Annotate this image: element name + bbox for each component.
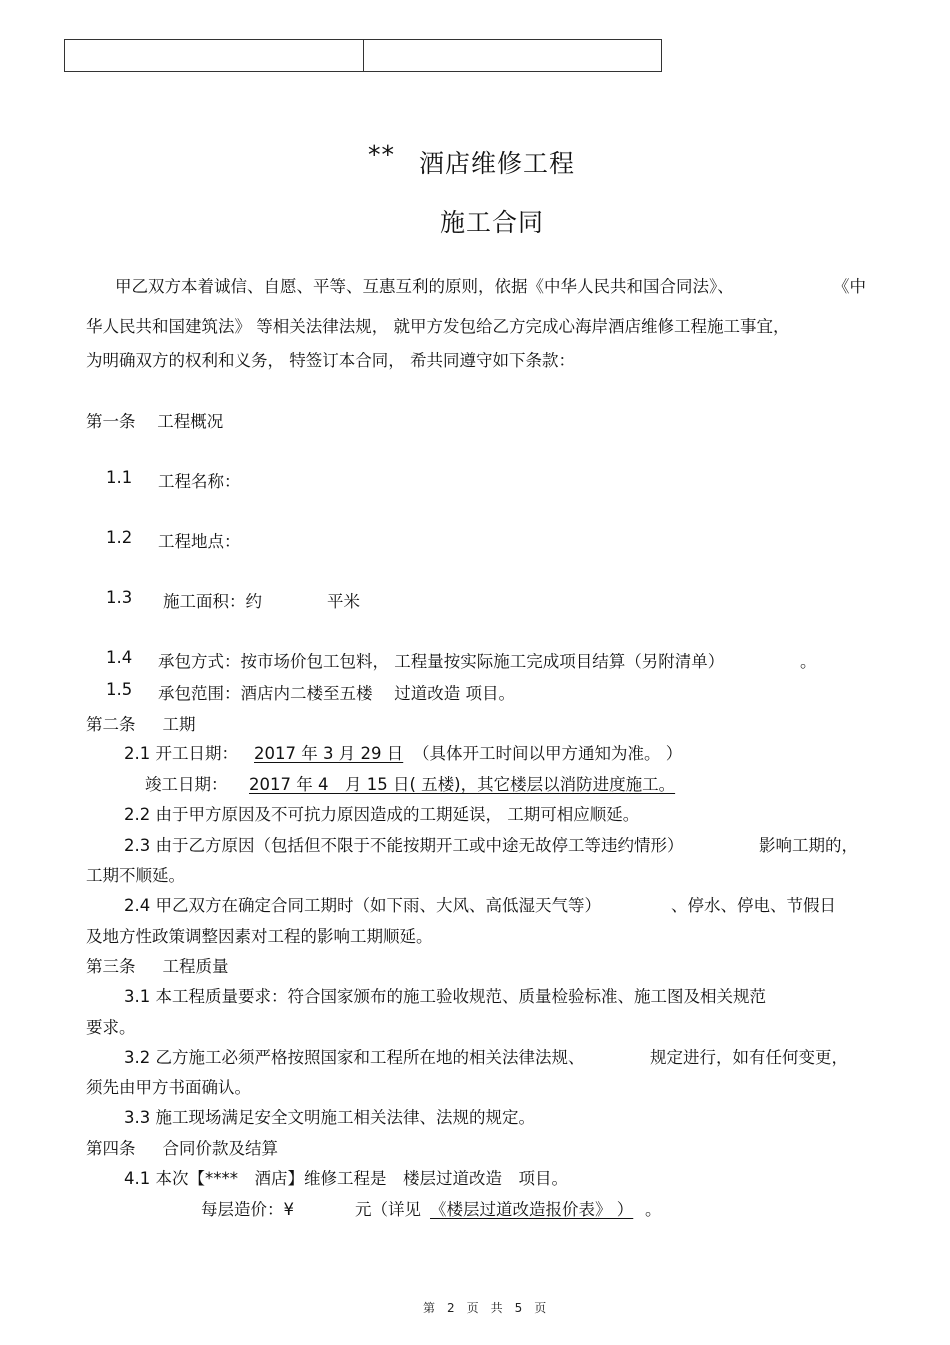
article-2-title: 第二条 工期 — [86, 715, 196, 734]
start-date-note: （具体开工时间以甲方通知为准。 ） — [413, 744, 683, 763]
item-2-4-line-1: 2.4 甲乙双方在确定合同工期时（如下雨、大风、高低湿天气等） — [124, 896, 601, 915]
item-1-3-text: 施工面积：约 — [163, 592, 262, 611]
item-3-2-line-1-end: 规定进行，如有任何变更， — [650, 1048, 848, 1067]
document-title: 酒店维修工程 — [419, 149, 576, 178]
item-1-4-number: 1.4 — [106, 648, 133, 667]
intro-line-1-end: 《中 — [833, 277, 866, 296]
item-2-3-line-1: 2.3 由于乙方原因（包括但不限于不能按期开工或中途无故停工等违约情形） — [124, 836, 684, 855]
item-2-3-line-1-end: 影响工期的， — [759, 836, 858, 855]
item-3-1-line-1: 3.1 本工程质量要求：符合国家颁布的施工验收规范、质量检验标准、施工图及相关规范 — [124, 987, 766, 1006]
item-2-4-line-1-end: 、停水、停电、节假日 — [671, 896, 836, 915]
article-1-title: 第一条 工程概况 — [86, 412, 224, 431]
price-per-floor-label: 每层造价：¥ — [201, 1200, 294, 1219]
price-unit: 元（详见 — [355, 1200, 421, 1219]
intro-line-2: 华人民共和国建筑法》 等相关法律法规， 就甲方发包给乙方完成心海岸酒店维修工程施工事宜， — [86, 317, 790, 336]
price-line-end: 。 — [645, 1200, 662, 1219]
item-3-2-line-2: 须先由甲方书面确认。 — [86, 1078, 251, 1097]
title-stars: ** — [368, 140, 395, 169]
header-table-cell — [65, 40, 363, 71]
item-2-3-line-2: 工期不顺延。 — [86, 866, 185, 885]
item-2-2: 2.2 由于甲方原因及不可抗力原因造成的工期延误， 工期可相应顺延。 — [124, 805, 640, 824]
item-1-1-number: 1.1 — [106, 468, 133, 487]
document-subtitle: 施工合同 — [440, 208, 545, 237]
item-1-4-text: 承包方式：按市场价包工包料， 工程量按实际施工完成项目结算（另附清单） — [158, 652, 725, 671]
article-4-title: 第四条 合同价款及结算 — [86, 1139, 278, 1158]
intro-line-3: 为明确双方的权利和义务， 特签订本合同， 希共同遵守如下条款： — [86, 351, 575, 370]
quotation-reference: 《楼层过道改造报价表》 ） — [430, 1200, 634, 1219]
item-3-2-line-1: 3.2 乙方施工必须严格按照国家和工程所在地的相关法律法规、 — [124, 1048, 585, 1067]
item-1-4-end: 。 — [800, 652, 817, 671]
header-table — [64, 39, 662, 72]
item-1-3-unit: 平米 — [327, 592, 360, 611]
item-1-1-text: 工程名称： — [158, 472, 241, 491]
article-3-title: 第三条 工程质量 — [86, 957, 229, 976]
page-number: 第 2 页 共 5 页 — [423, 1301, 547, 1315]
item-2-4-line-2: 及地方性政策调整因素对工程的影响工期顺延。 — [86, 927, 433, 946]
item-1-5-text: 承包范围：酒店内二楼至五楼 过道改造 项目。 — [158, 684, 515, 703]
item-1-5-number: 1.5 — [106, 680, 133, 699]
item-1-2-number: 1.2 — [106, 528, 133, 547]
start-date: 2017 年 3 月 29 日 — [254, 744, 404, 763]
item-1-2-text: 工程地点： — [158, 532, 241, 551]
item-2-1-label: 2.1 开工日期： — [124, 744, 238, 763]
header-table-cell — [363, 40, 662, 71]
item-1-3-number: 1.3 — [106, 588, 133, 607]
finish-date-label: 竣工日期： — [145, 775, 228, 794]
item-3-3: 3.3 施工现场满足安全文明施工相关法律、法规的规定。 — [124, 1108, 535, 1127]
intro-line-1: 甲乙双方本着诚信、自愿、平等、互惠互利的原则，依据《中华人民共和国合同法》、 — [115, 277, 734, 296]
finish-date: 2017 年 4 月 15 日( 五楼)，其它楼层以消防进度施工。 — [249, 775, 676, 794]
item-4-1: 4.1 本次【**** 酒店】维修工程是 楼层过道改造 项目。 — [124, 1169, 568, 1188]
item-3-1-line-2: 要求。 — [86, 1018, 136, 1037]
